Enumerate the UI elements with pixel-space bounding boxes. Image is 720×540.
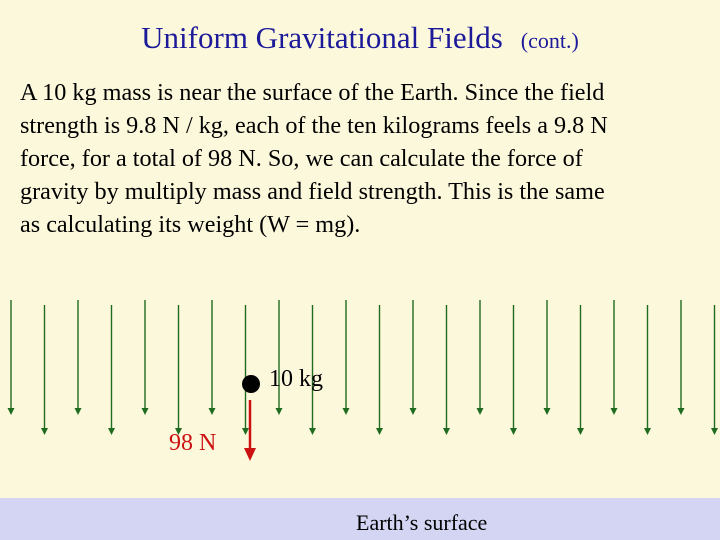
field-line-arrowhead	[376, 428, 383, 435]
field-line-arrowhead	[544, 408, 551, 415]
mass-dot	[242, 375, 260, 393]
slide-body-text: A 10 kg mass is near the surface of the Earth. Since the field strength is 9.8 N / kg, each of the ten kilograms feels a 9.8 N force, for a total of 98 N. So, we can calculate the force of gravity by multiply mass and field strength. This is the same as calculating its weight (W = mg).	[20, 79, 608, 238]
mass-label: 10 kg	[269, 366, 323, 392]
field-line-arrowhead	[644, 428, 651, 435]
field-line-arrowhead	[477, 408, 484, 415]
force-arrow-head	[244, 448, 256, 461]
field-line-arrowhead	[711, 428, 718, 435]
field-line-arrowhead	[108, 428, 115, 435]
field-line-arrowhead	[209, 408, 216, 415]
field-line-arrowhead	[142, 408, 149, 415]
field-line-arrowhead	[41, 428, 48, 435]
field-line-arrowhead	[8, 408, 15, 415]
field-line-arrowhead	[611, 408, 618, 415]
field-line-arrowhead	[510, 428, 517, 435]
slide-title-suffix: (cont.)	[520, 28, 579, 53]
field-line-arrowhead	[75, 408, 82, 415]
field-line-arrowhead	[410, 408, 417, 415]
earth-surface-label: Earth’s surface	[356, 510, 488, 535]
force-label: 98 N	[169, 430, 217, 456]
field-line-arrowhead	[242, 428, 249, 435]
field-line-arrowhead	[343, 408, 350, 415]
field-line-arrowhead	[678, 408, 685, 415]
field-line-arrowhead	[309, 428, 316, 435]
field-line-arrowhead	[276, 408, 283, 415]
slide-title: Uniform Gravitational Fields	[141, 20, 503, 55]
field-line-arrowhead	[443, 428, 450, 435]
field-lines	[8, 300, 719, 435]
field-line-arrowhead	[577, 428, 584, 435]
